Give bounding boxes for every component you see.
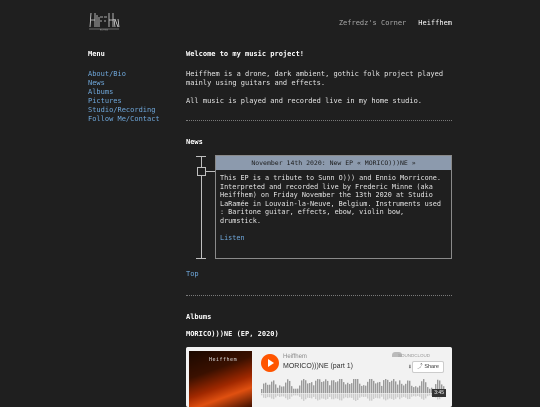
nav-zefredz-corner[interactable]: Zefredz's Corner bbox=[338, 19, 407, 27]
waveform-reflection bbox=[373, 394, 374, 399]
waveform-bar bbox=[349, 384, 350, 393]
waveform-reflection bbox=[287, 394, 288, 400]
waveform-reflection bbox=[277, 394, 278, 396]
waveform-reflection bbox=[379, 394, 380, 399]
waveform-bar bbox=[333, 380, 334, 393]
waveform-reflection bbox=[279, 394, 280, 397]
waveform-reflection bbox=[273, 394, 274, 400]
sidebar-item-studio-recording[interactable]: Studio/Recording bbox=[88, 106, 156, 114]
waveform-reflection bbox=[289, 394, 290, 399]
timeline-cap-top bbox=[196, 156, 206, 157]
waveform-reflection bbox=[353, 394, 354, 400]
waveform-bar bbox=[409, 381, 410, 393]
track-title[interactable]: MORICO)))NE (part 1) bbox=[283, 363, 353, 370]
waveform-bar bbox=[389, 382, 390, 393]
waveform-reflection bbox=[397, 394, 398, 398]
waveform-reflection bbox=[365, 394, 366, 397]
share-button[interactable] bbox=[412, 361, 444, 373]
download-icon[interactable]: ⬇ bbox=[407, 363, 413, 371]
waveform-reflection bbox=[333, 394, 334, 400]
waveform[interactable] bbox=[261, 379, 446, 401]
track-duration: 3:45 bbox=[434, 390, 444, 396]
waveform-bar bbox=[291, 386, 292, 393]
waveform-reflection bbox=[309, 394, 310, 398]
waveform-bar bbox=[347, 383, 348, 393]
waveform-reflection bbox=[423, 394, 424, 400]
waveform-bar bbox=[401, 384, 402, 393]
waveform-bar bbox=[319, 379, 320, 393]
waveform-reflection bbox=[391, 394, 392, 400]
intro-section bbox=[186, 50, 452, 115]
waveform-reflection bbox=[263, 394, 264, 398]
intro-title: Welcome to my music project! bbox=[186, 50, 305, 58]
sidebar-item-pictures[interactable]: Pictures bbox=[88, 97, 122, 105]
album-name: MORICO)))NE (EP, 2020) bbox=[186, 330, 279, 338]
timeline-cap-bottom bbox=[196, 258, 206, 259]
top-link[interactable]: Top bbox=[186, 270, 199, 278]
waveform-bar bbox=[427, 387, 428, 393]
waveform-reflection bbox=[317, 394, 318, 401]
waveform-bar bbox=[303, 379, 304, 393]
waveform-reflection bbox=[281, 394, 282, 397]
waveform-reflection bbox=[339, 394, 340, 401]
waveform-bar bbox=[357, 379, 358, 393]
soundcloud-player bbox=[186, 347, 452, 407]
waveform-reflection bbox=[407, 394, 408, 400]
waveform-reflection bbox=[387, 394, 388, 400]
waveform-reflection bbox=[323, 394, 324, 399]
waveform-bar bbox=[387, 380, 388, 393]
waveform-reflection bbox=[361, 394, 362, 397]
waveform-bar bbox=[407, 381, 408, 393]
waveform-reflection bbox=[313, 394, 314, 397]
waveform-reflection bbox=[415, 394, 416, 397]
waveform-bar bbox=[331, 380, 332, 393]
waveform-bar bbox=[399, 380, 400, 393]
waveform-bar bbox=[367, 382, 368, 393]
waveform-reflection bbox=[331, 394, 332, 400]
waveform-bar bbox=[353, 379, 354, 393]
waveform-bar bbox=[429, 389, 430, 393]
waveform-reflection bbox=[429, 394, 430, 396]
heiffhem-logo[interactable] bbox=[88, 9, 120, 31]
waveform-reflection bbox=[307, 394, 308, 398]
waveform-bar bbox=[287, 379, 288, 393]
waveform-reflection bbox=[405, 394, 406, 398]
intro-paragraph-1: Heiffhem is a drone, dark ambient, gothic folk project played mainly using guitars and effects. bbox=[186, 70, 444, 87]
waveform-bar bbox=[297, 389, 298, 393]
waveform-bar bbox=[375, 383, 376, 393]
albums-title: Albums bbox=[186, 313, 212, 321]
waveform-bar bbox=[317, 379, 318, 393]
waveform-bar bbox=[265, 383, 266, 393]
waveform-bar bbox=[369, 379, 370, 393]
waveform-bar bbox=[335, 382, 336, 393]
waveform-bar bbox=[365, 386, 366, 393]
waveform-reflection bbox=[301, 394, 302, 400]
waveform-bar bbox=[397, 385, 398, 393]
waveform-bar bbox=[269, 385, 270, 393]
waveform-reflection bbox=[327, 394, 328, 399]
waveform-bar bbox=[301, 380, 302, 393]
waveform-reflection bbox=[311, 394, 312, 399]
waveform-bar bbox=[423, 379, 424, 393]
waveform-reflection bbox=[267, 394, 268, 398]
waveform-reflection bbox=[305, 394, 306, 400]
waveform-reflection bbox=[363, 394, 364, 398]
waveform-reflection bbox=[265, 394, 266, 399]
waveform-bar bbox=[289, 381, 290, 393]
waveform-bar bbox=[271, 382, 272, 393]
waveform-reflection bbox=[337, 394, 338, 399]
waveform-reflection bbox=[343, 394, 344, 399]
waveform-bar bbox=[359, 384, 360, 393]
waveform-reflection bbox=[347, 394, 348, 399]
soundcloud-brand: SOUNDCLOUD bbox=[397, 353, 430, 358]
sidebar-item-albums[interactable]: Albums bbox=[88, 88, 114, 96]
waveform-bar bbox=[279, 385, 280, 393]
waveform-reflection bbox=[357, 394, 358, 401]
waveform-bar bbox=[411, 386, 412, 393]
waveform-reflection bbox=[293, 394, 294, 396]
waveform-reflection bbox=[345, 394, 346, 398]
listen-link[interactable]: Listen bbox=[220, 234, 245, 242]
waveform-bar bbox=[283, 386, 284, 393]
waveform-bar bbox=[307, 383, 308, 393]
waveform-reflection bbox=[319, 394, 320, 400]
sidebar bbox=[88, 50, 178, 124]
waveform-bar bbox=[261, 389, 262, 393]
share-icon: ⤴ bbox=[417, 364, 423, 370]
waveform-bar bbox=[285, 383, 286, 393]
waveform-bar bbox=[355, 379, 356, 393]
waveform-bar bbox=[325, 379, 326, 393]
waveform-reflection bbox=[335, 394, 336, 399]
waveform-bar bbox=[305, 380, 306, 393]
waveform-bar bbox=[323, 381, 324, 393]
waveform-bar bbox=[425, 382, 426, 393]
waveform-reflection bbox=[295, 394, 296, 396]
waveform-bar bbox=[377, 382, 378, 393]
waveform-bar bbox=[345, 384, 346, 393]
waveform-bar bbox=[277, 388, 278, 393]
timeline-marker bbox=[197, 167, 206, 176]
waveform-reflection bbox=[421, 394, 422, 399]
news-card bbox=[215, 155, 452, 259]
waveform-bar bbox=[391, 381, 392, 393]
waveform-bar bbox=[293, 389, 294, 393]
waveform-reflection bbox=[299, 394, 300, 397]
news-card-title: November 14th 2020: New EP « MORICO)))NE » bbox=[216, 156, 451, 170]
waveform-bar bbox=[311, 382, 312, 393]
waveform-reflection bbox=[275, 394, 276, 398]
waveform-bar bbox=[383, 380, 384, 393]
waveform-reflection bbox=[271, 394, 272, 399]
waveform-bar bbox=[361, 386, 362, 393]
waveform-bar bbox=[363, 385, 364, 393]
waveform-reflection bbox=[399, 394, 400, 400]
waveform-bar bbox=[329, 385, 330, 393]
waveform-reflection bbox=[269, 394, 270, 398]
waveform-reflection bbox=[359, 394, 360, 398]
waveform-bar bbox=[419, 386, 420, 393]
waveform-reflection bbox=[285, 394, 286, 399]
waveform-bar bbox=[281, 387, 282, 393]
waveform-reflection bbox=[425, 394, 426, 399]
waveform-bar bbox=[385, 379, 386, 393]
waveform-reflection bbox=[383, 394, 384, 400]
waveform-reflection bbox=[375, 394, 376, 398]
share-label: Share bbox=[424, 364, 439, 370]
waveform-bar bbox=[327, 381, 328, 393]
waveform-reflection bbox=[409, 394, 410, 400]
waveform-reflection bbox=[377, 394, 378, 399]
waveform-reflection bbox=[385, 394, 386, 401]
waveform-bar bbox=[267, 385, 268, 393]
waveform-bar bbox=[273, 380, 274, 393]
waveform-bar bbox=[403, 385, 404, 393]
waveform-bar bbox=[299, 386, 300, 393]
nav-heiffhem[interactable]: Heiffhem bbox=[418, 19, 452, 27]
waveform-bar bbox=[379, 382, 380, 393]
waveform-bar bbox=[351, 383, 352, 393]
sidebar-title: Menu bbox=[88, 50, 105, 58]
waveform-reflection bbox=[297, 394, 298, 396]
waveform-reflection bbox=[389, 394, 390, 399]
waveform-reflection bbox=[369, 394, 370, 401]
track-artist[interactable]: Heiffhem bbox=[283, 354, 307, 360]
waveform-bar bbox=[339, 379, 340, 393]
waveform-bar bbox=[381, 386, 382, 393]
waveform-bar bbox=[295, 389, 296, 393]
divider bbox=[186, 120, 452, 121]
cover-text: Heiffhem bbox=[209, 357, 238, 363]
waveform-bar bbox=[309, 383, 310, 393]
waveform-bar bbox=[421, 381, 422, 393]
waveform-reflection bbox=[413, 394, 414, 397]
news-title: News bbox=[186, 138, 203, 146]
waveform-reflection bbox=[401, 394, 402, 398]
news-card-body: This EP is a tribute to Sunn O))) and Ennio Morricone. Interpreted and recorded live by Frederic Minne (aka Heiffhem) on Friday November the 13th 2020 at Studio LaRamée in Louvain-la-Neuve, Belgium. Instruments used : Baritone guitar, effects, ebow, violin bow, drumstick. bbox=[220, 174, 441, 225]
waveform-reflection bbox=[371, 394, 372, 401]
play-button[interactable] bbox=[261, 354, 279, 372]
waveform-bar bbox=[313, 385, 314, 393]
waveform-reflection bbox=[427, 394, 428, 397]
waveform-reflection bbox=[325, 394, 326, 400]
waveform-bar bbox=[263, 384, 264, 393]
sidebar-item-follow-contact[interactable]: Follow Me/Contact bbox=[88, 115, 160, 123]
waveform-bar bbox=[371, 379, 372, 393]
waveform-bar bbox=[417, 387, 418, 393]
waveform-reflection bbox=[367, 394, 368, 399]
waveform-reflection bbox=[411, 394, 412, 397]
waveform-reflection bbox=[291, 394, 292, 397]
waveform-reflection bbox=[395, 394, 396, 399]
waveform-bar bbox=[405, 384, 406, 393]
waveform-reflection bbox=[417, 394, 418, 397]
waveform-bar bbox=[315, 381, 316, 393]
intro-paragraph-2: All music is played and recorded live in my home studio. bbox=[186, 97, 423, 105]
top-nav bbox=[339, 19, 452, 27]
album-cover[interactable] bbox=[189, 351, 252, 407]
waveform-reflection bbox=[349, 394, 350, 398]
waveform-bar bbox=[393, 379, 394, 393]
waveform-reflection bbox=[381, 394, 382, 397]
svg-text:Heiffhem: Heiffhem bbox=[100, 30, 108, 31]
waveform-bar bbox=[275, 384, 276, 393]
waveform-bar bbox=[343, 382, 344, 393]
waveform-reflection bbox=[321, 394, 322, 399]
waveform-reflection bbox=[351, 394, 352, 398]
sidebar-item-news[interactable]: News bbox=[88, 79, 105, 87]
waveform-bar bbox=[415, 386, 416, 393]
divider bbox=[186, 295, 452, 296]
waveform-reflection bbox=[261, 394, 262, 396]
waveform-bar bbox=[413, 387, 414, 393]
waveform-reflection bbox=[315, 394, 316, 400]
waveform-reflection bbox=[419, 394, 420, 397]
sidebar-item-about-bio[interactable]: About/Bio bbox=[88, 70, 126, 78]
waveform-bar bbox=[395, 381, 396, 393]
waveform-bar bbox=[337, 381, 338, 393]
waveform-reflection bbox=[329, 394, 330, 397]
waveform-reflection bbox=[303, 394, 304, 401]
waveform-reflection bbox=[355, 394, 356, 402]
waveform-reflection bbox=[393, 394, 394, 400]
waveform-reflection bbox=[283, 394, 284, 397]
waveform-bar bbox=[341, 379, 342, 393]
waveform-bar bbox=[373, 381, 374, 393]
waveform-reflection bbox=[341, 394, 342, 401]
waveform-bar bbox=[321, 382, 322, 393]
waveform-reflection bbox=[403, 394, 404, 397]
